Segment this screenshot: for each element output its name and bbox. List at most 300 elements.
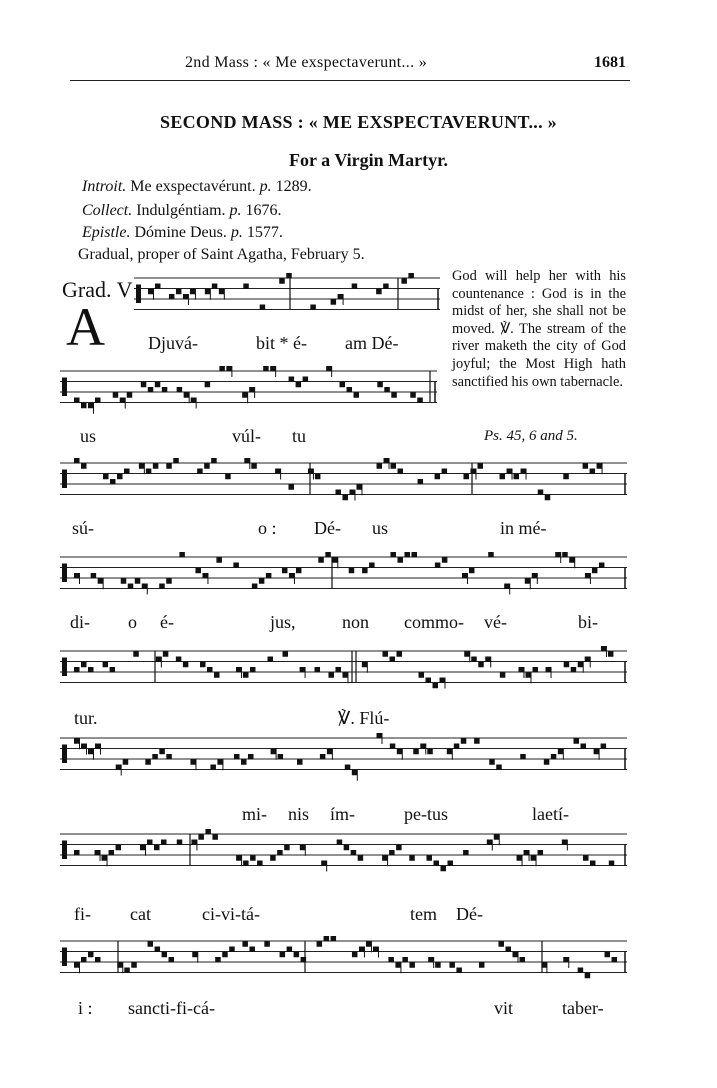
rubric-ref: p.: [229, 202, 242, 219]
neume-note: [146, 469, 152, 475]
neume-note: [155, 947, 161, 953]
gradual-note: Gradual, proper of Saint Agatha, February 5.: [78, 246, 365, 263]
neume-note: [447, 861, 453, 867]
neume-note: [488, 552, 494, 558]
neume-note: [166, 463, 172, 469]
neume-note: [219, 366, 225, 372]
neume-note: [435, 474, 441, 480]
lyric-syllable: o: [128, 612, 137, 632]
neume-note: [592, 568, 598, 574]
neume-note: [289, 377, 295, 383]
neume-note: [205, 289, 211, 295]
neume-note: [463, 474, 469, 480]
neume-note: [176, 289, 182, 295]
neume-note: [440, 678, 446, 684]
neume-note: [585, 573, 591, 579]
neume-note: [369, 563, 375, 569]
neume-note: [326, 366, 332, 372]
neume-note: [124, 968, 130, 974]
neume-note: [270, 855, 276, 861]
neume-note: [331, 936, 337, 942]
neume-note: [148, 289, 154, 295]
neume-note: [88, 667, 94, 673]
neume-note: [479, 962, 485, 968]
neume-note: [489, 759, 495, 765]
neume-note: [279, 278, 285, 284]
neume-note: [81, 744, 87, 750]
neume-note: [271, 749, 277, 755]
lyric-syllable: vit: [494, 998, 514, 1018]
neume-note: [207, 667, 213, 673]
mass-title: SECOND MASS : « ME EXSPECTAVERUNT... »: [160, 112, 557, 132]
neume-note: [275, 469, 281, 475]
neume-note: [335, 490, 341, 496]
neume-note: [427, 749, 433, 755]
neume-note: [373, 947, 379, 953]
neume-note: [216, 557, 222, 563]
neume-note: [113, 392, 119, 398]
lyric-syllable: ci-vi-tá-: [202, 904, 260, 924]
neume-note: [278, 754, 284, 760]
neume-note: [601, 646, 607, 652]
neume-note: [135, 578, 141, 584]
neume-note: [590, 861, 596, 867]
lyric-syllable: ℣. Flú-: [338, 708, 390, 728]
neume-note: [250, 855, 256, 861]
neume-note: [81, 957, 87, 963]
neume-note: [500, 474, 506, 480]
neume-note: [327, 749, 333, 755]
neume-note: [520, 754, 526, 760]
neume-note: [578, 662, 584, 668]
neume-note: [141, 382, 147, 388]
neume-note: [332, 557, 338, 563]
lyric-syllable: pe-tus: [404, 804, 448, 824]
neume-note: [433, 683, 439, 689]
neume-note: [163, 651, 169, 657]
neume-note: [504, 584, 510, 590]
rubric-page: 1577.: [242, 224, 283, 241]
neume-note: [229, 947, 235, 953]
neume-note: [558, 749, 564, 755]
neume-note: [315, 474, 321, 480]
neume-note: [283, 651, 289, 657]
lyric-syllable: mi-: [242, 804, 267, 824]
neume-note: [243, 672, 249, 678]
neume-note: [263, 366, 269, 372]
neume-note: [397, 557, 403, 563]
lyric-syllable: bit * é-: [256, 333, 307, 353]
neume-note: [173, 458, 179, 464]
neume-note: [324, 936, 330, 942]
neume-note: [585, 973, 591, 979]
neume-note: [391, 392, 397, 398]
page-number: 1681: [594, 54, 626, 71]
neume-note: [241, 759, 247, 765]
mass-subtitle: For a Virgin Martyr.: [289, 150, 448, 170]
lyric-syllable: laetí-: [532, 804, 569, 824]
neume-note: [153, 463, 159, 469]
neume-note: [205, 829, 211, 835]
neume-note: [507, 469, 513, 475]
neume-note: [109, 850, 115, 856]
neume-note: [128, 584, 133, 590]
neume-note: [110, 667, 116, 673]
neume-note: [583, 855, 589, 861]
neume-note: [411, 552, 417, 558]
neume-note: [177, 840, 183, 846]
neume-note: [590, 469, 596, 475]
lyric-syllable: di-: [70, 612, 90, 632]
running-title: 2nd Mass : « Me exspectaverunt... »: [185, 54, 428, 71]
neume-note: [219, 289, 225, 295]
neume-note: [74, 962, 80, 968]
neume-note: [123, 759, 129, 765]
lyric-syllable: taber-: [562, 998, 604, 1018]
rubric-text: Dómine Deus.: [130, 224, 231, 241]
neume-note: [142, 584, 148, 590]
neume-note: [564, 662, 570, 668]
psalm-reference: Ps. 45, 6 and 5.: [484, 428, 578, 444]
neume-note: [249, 387, 255, 393]
neume-note: [420, 744, 426, 750]
neume-note: [197, 469, 203, 475]
lyric-syllable: us: [372, 518, 389, 538]
initial-letter: A: [66, 297, 105, 357]
rubric-page: 1289.: [271, 178, 312, 195]
neume-note: [217, 759, 223, 765]
neume-note: [95, 850, 101, 856]
neume-note: [159, 749, 165, 755]
neume-note: [383, 284, 389, 290]
neume-note: [447, 749, 453, 755]
neume-note: [390, 552, 396, 558]
neume-note: [166, 578, 172, 584]
neume-note: [384, 387, 390, 393]
lyric-syllable: Dé-: [456, 904, 483, 924]
neume-note: [397, 749, 403, 755]
neume-note: [532, 573, 538, 579]
neume-note: [454, 744, 460, 750]
neume-note: [521, 469, 527, 475]
chant-label: Grad. V: [62, 277, 133, 302]
neume-note: [461, 738, 467, 744]
rubric-ref: p.: [259, 178, 272, 195]
lyric-syllable: in mé-: [500, 518, 547, 538]
neume-note: [315, 667, 321, 673]
neume-note: [74, 738, 80, 744]
neume-note: [303, 377, 309, 383]
neume-note: [243, 284, 249, 290]
neume-note: [212, 284, 218, 290]
neume-note: [395, 962, 401, 968]
neume-note: [117, 474, 123, 480]
neume-note: [388, 957, 394, 963]
neume-note: [478, 662, 484, 668]
neume-note: [242, 392, 248, 398]
neume-note: [148, 387, 154, 393]
neume-note: [569, 557, 575, 563]
neume-note: [249, 947, 255, 953]
lyric-syllable: Dé-: [314, 518, 341, 538]
neume-note: [563, 957, 569, 963]
neume-note: [191, 840, 197, 846]
neume-note: [470, 469, 476, 475]
neume-note: [409, 962, 415, 968]
neume-note: [525, 578, 531, 584]
neume-note: [81, 463, 87, 469]
neume-note: [349, 490, 355, 496]
neume-note: [215, 957, 221, 963]
neume-note: [147, 840, 153, 846]
neume-note: [398, 469, 404, 475]
neume-note: [325, 552, 331, 558]
neume-note: [233, 563, 239, 569]
neume-note: [280, 952, 286, 958]
neume-note: [498, 941, 504, 947]
lyric-syllable: am Dé-: [345, 333, 399, 353]
neume-note: [139, 463, 145, 469]
neume-note: [331, 299, 337, 305]
clef-mark: [62, 564, 67, 583]
neume-note: [555, 552, 561, 558]
clef-mark: [62, 658, 67, 677]
neume-note: [214, 672, 220, 678]
neume-note: [300, 845, 306, 851]
neume-note: [95, 398, 101, 404]
neume-note: [609, 861, 615, 867]
neume-note: [205, 382, 211, 388]
neume-note: [88, 952, 94, 958]
neume-note: [98, 578, 104, 584]
neume-note: [74, 850, 80, 856]
neume-note: [95, 957, 101, 963]
neume-note: [88, 749, 94, 755]
neume-note: [391, 463, 397, 469]
neume-note: [524, 850, 530, 856]
lyric-syllable: us: [80, 426, 97, 446]
neume-note: [342, 495, 348, 501]
neume-note: [161, 840, 167, 846]
neume-note: [545, 495, 551, 501]
neume-note: [496, 765, 502, 771]
lyric-syllable: fi-: [74, 904, 91, 924]
neume-note: [571, 667, 577, 673]
rubric-text: Me exspectavérunt.: [126, 178, 260, 195]
neume-note: [131, 962, 137, 968]
neume-note: [284, 845, 290, 851]
neume-note: [225, 474, 231, 480]
clef-mark: [62, 745, 67, 764]
neume-note: [140, 845, 146, 851]
neume-note: [456, 968, 462, 974]
neume-note: [345, 765, 351, 771]
neume-note: [159, 584, 165, 590]
neume-note: [133, 651, 139, 657]
neume-note: [426, 855, 432, 861]
neume-note: [362, 662, 368, 668]
neume-note: [103, 474, 109, 480]
clef-mark: [62, 470, 67, 489]
lyric-syllable: tu: [292, 426, 307, 446]
neume-note: [413, 749, 419, 755]
neume-note: [418, 479, 424, 485]
neume-note: [226, 366, 232, 372]
neume-note: [404, 552, 410, 558]
neume-note: [419, 672, 425, 678]
lyric-syllable: jus,: [270, 612, 296, 632]
neume-note: [289, 573, 295, 579]
neume-note: [382, 855, 388, 861]
neume-note: [442, 557, 448, 563]
lyric-syllable: bi-: [578, 612, 598, 632]
neume-note: [148, 941, 154, 947]
lyric-syllable: sú-: [72, 518, 94, 538]
neume-note: [200, 662, 206, 668]
neume-note: [377, 382, 383, 388]
neume-note: [95, 744, 101, 750]
lyric-syllable: vé-: [484, 612, 507, 632]
neume-note: [533, 667, 539, 673]
neume-note: [270, 366, 276, 372]
neume-note: [583, 463, 589, 469]
neume-note: [162, 952, 168, 958]
neume-note: [286, 273, 292, 279]
neume-note: [563, 474, 569, 480]
neume-note: [354, 392, 360, 398]
neume-note: [376, 289, 382, 295]
neume-note: [440, 866, 446, 872]
neume-note: [243, 861, 249, 867]
neume-note: [442, 469, 448, 475]
neume-note: [210, 765, 216, 771]
rubric-text: Indulgéntiam.: [132, 202, 230, 219]
neume-note: [485, 657, 491, 663]
neume-note: [377, 463, 383, 469]
lyric-syllable: é-: [160, 612, 174, 632]
neume-note: [594, 749, 600, 755]
neume-note: [301, 957, 307, 963]
neume-note: [335, 667, 341, 673]
neume-note: [494, 834, 500, 840]
lyric-syllable: i :: [78, 998, 93, 1018]
neume-note: [544, 759, 550, 765]
neume-note: [471, 657, 477, 663]
neume-note: [244, 458, 250, 464]
neume-note: [320, 754, 326, 760]
neume-note: [500, 672, 506, 678]
neume-note: [154, 845, 160, 851]
neume-note: [396, 651, 402, 657]
neume-note: [531, 855, 537, 861]
neume-note: [250, 667, 256, 673]
neume-note: [514, 474, 520, 480]
neume-note: [116, 765, 122, 771]
neume-note: [384, 458, 390, 464]
neume-note: [252, 584, 258, 590]
neume-note: [321, 861, 327, 867]
lyric-syllable: o :: [258, 518, 277, 538]
rubric-label: Introit.: [82, 178, 127, 195]
neume-note: [519, 957, 525, 963]
lyric-syllable: tur.: [74, 708, 98, 728]
translation-text: God will help her with his countenance : God is in the midst of her, she shall not be moved. ℣. The stream of the river maketh the city of God joyful; the Most High hath sanctified his own tabernacle.: [452, 268, 626, 390]
neume-note: [192, 952, 198, 958]
neume-note: [222, 952, 228, 958]
neume-note: [352, 284, 358, 290]
neume-note: [435, 563, 441, 569]
neume-note: [389, 850, 395, 856]
neume-note: [359, 947, 365, 953]
neume-note: [551, 754, 557, 760]
neume-note: [236, 667, 242, 673]
neume-note: [183, 294, 189, 300]
neume-note: [426, 678, 432, 684]
neume-note: [328, 672, 334, 678]
neume-note: [242, 941, 248, 947]
neume-note: [184, 392, 190, 398]
neume-note: [81, 403, 87, 409]
lyric-syllable: sancti-fi-cá-: [128, 998, 215, 1018]
neume-note: [409, 855, 415, 861]
neume-note: [102, 855, 108, 861]
neume-note: [317, 941, 323, 947]
neume-note: [121, 578, 127, 584]
neume-note: [259, 578, 265, 584]
neume-note: [88, 403, 94, 409]
lyric-syllable: cat: [130, 904, 151, 924]
neume-note: [562, 552, 568, 558]
clef-mark: [62, 841, 67, 860]
neume-note: [195, 568, 201, 574]
neume-note: [145, 759, 151, 765]
neume-note: [338, 294, 344, 300]
neume-note: [351, 850, 357, 856]
neume-note: [362, 568, 368, 574]
neume-note: [308, 469, 314, 475]
neume-note: [562, 840, 568, 846]
neume-note: [581, 744, 587, 750]
neume-note: [266, 573, 272, 579]
neume-note: [474, 738, 480, 744]
neume-note: [127, 392, 133, 398]
neume-note: [204, 463, 210, 469]
neume-note: [297, 759, 303, 765]
neume-note: [382, 651, 388, 657]
neume-note: [349, 568, 355, 574]
neume-note: [352, 952, 358, 958]
rubric-label: Collect.: [82, 202, 133, 219]
neume-note: [296, 568, 302, 574]
neume-note: [190, 289, 196, 295]
rubric-page: 1676.: [241, 202, 282, 219]
neume-note: [155, 382, 161, 388]
neume-note: [574, 738, 580, 744]
neume-note: [585, 657, 591, 663]
neume-note: [408, 273, 414, 279]
neume-note: [152, 754, 158, 760]
neume-note: [81, 662, 87, 668]
neume-note: [538, 490, 544, 496]
neume-note: [169, 957, 175, 963]
neume-note: [251, 463, 257, 469]
neume-note: [477, 463, 483, 469]
neume-note: [366, 941, 372, 947]
neume-note: [435, 962, 441, 968]
neume-note: [347, 387, 353, 393]
neume-note: [294, 952, 300, 958]
neume-note: [487, 840, 493, 846]
